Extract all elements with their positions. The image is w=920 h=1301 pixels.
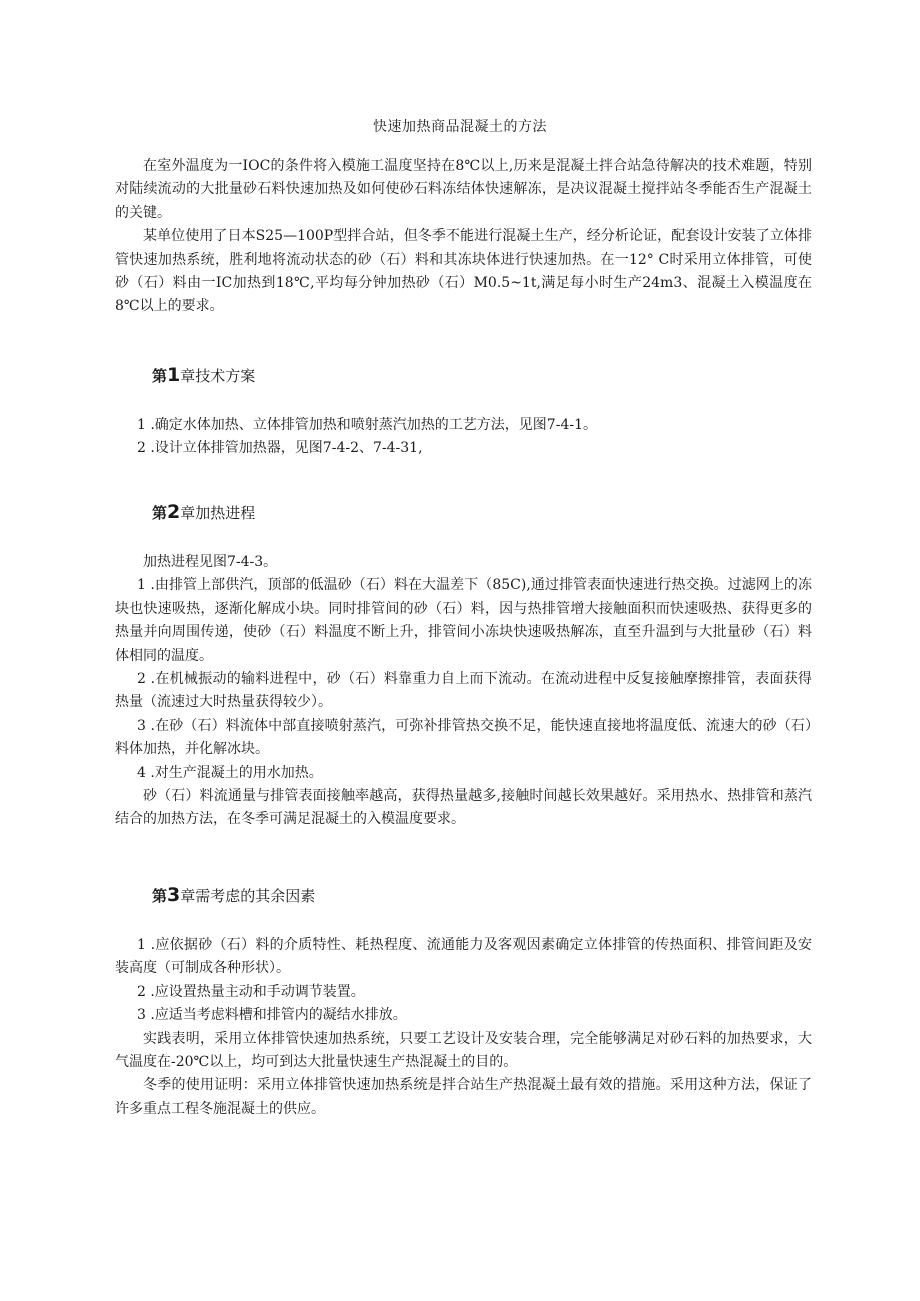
chapter-2-title: 章加热进程 — [180, 504, 256, 522]
chapter-3-paragraph-2: 冬季的使用证明：采用立体排管快速加热系统是拌合站生产热混凝土最有效的措施。采用这种方法，保证了许多重点工程冬施混凝土的供应。 — [115, 1077, 812, 1117]
chapter-1-number: 1 — [167, 364, 181, 386]
chapter-2-number: 2 — [167, 501, 181, 523]
chapter-2-prefix: 第 — [152, 504, 168, 522]
chapter-3-number: 3 — [167, 884, 181, 906]
chapter-2-item-3: 3 .在砂（石）料流体中部直接喷射蒸汽，可弥补排管热交换不足，能快速直接地将温度低、流速大的砂（石）料体加热，并化解冰块。 — [115, 717, 812, 758]
chapter-2-paragraph-2: 砂（石）料流通量与排管表面接触率越高，获得热量越多,接触时间越长效果越好。采用热水、热排管和蒸汽结合的加热方法，在冬季可满足混凝土的入模温度要求。 — [115, 788, 812, 828]
chapter-2-heading — [152, 501, 255, 524]
chapter-3-heading — [152, 884, 315, 907]
intro-paragraph-2: 某单位使用了日本S25—100P型拌合站，但冬季不能进行混凝土生产，经分析论证，配套设计安装了立体排管快速加热系统，胜利地将流动状态的砂（石）料和其冻块体进行快速加热。在一12° C时采用立体排管，可使砂（石）料由一IC加热到18℃,平均每分钟加热砂（石）M0.5~1t,满足每小时生产24m3、混凝土入模温度在8℃以上的要求。 — [115, 228, 812, 315]
chapter-2-body — [115, 551, 812, 832]
intro-section — [115, 155, 812, 319]
document-title: 快速加热商品混凝土的方法 — [373, 119, 547, 135]
chapter-3-body — [115, 934, 812, 1121]
chapter-2-paragraph-1: 加热进程见图7-4-3。 — [143, 554, 278, 570]
chapter-3-paragraph-1: 实践表明，采用立体排管快速加热系统，只要工艺设计及安装合理，完全能够满足对砂石料的加热要求，大气温度在-20℃以上，均可到达大批量快速生产热混凝土的目的。 — [115, 1030, 812, 1071]
chapter-1-item-1: 1 .确定水体加热、立体排管加热和喷射蒸汽加热的工艺方法，见图7-4-1。 — [137, 417, 597, 433]
chapter-3-item-1: 1 .应依据砂（石）料的介质特性、耗热程度、流通能力及客观因素确定立体排管的传热面积、排管间距及安装高度（可制成各种形状）。 — [115, 937, 812, 977]
chapter-1-body — [115, 414, 812, 461]
chapter-2-item-2: 2 .在机械振动的输料进程中，砂（石）料靠重力自上而下流动。在流动进程中反复接触摩擦排管，表面获得热量（流速过大时热量获得较少）。 — [115, 671, 812, 711]
chapter-3-title: 章需考虑的其余因素 — [180, 887, 316, 905]
intro-paragraph-1: 在室外温度为一IOC的条件将入模施工温度坚持在8℃以上,历来是混凝土拌合站急待解决的技术难题，特别对陆续流动的大批量砂石料快速加热及如何使砂石料冻结体快速解冻，是决议混凝土搅拌站冬季能否生产混凝土的关键。 — [115, 158, 812, 221]
chapter-2-item-4: 4 .对生产混凝土的用水加热。 — [137, 764, 323, 781]
chapter-1-title: 章技术方案 — [180, 367, 256, 385]
chapter-3-item-3: 3 .应适当考虑料槽和排管内的凝结水排放。 — [137, 1007, 407, 1024]
chapter-3-item-2: 2 .应设置热量主动和手动调节装置。 — [137, 983, 365, 1000]
chapter-1-item-2: 2 .设计立体排管加热器，见图7-4-2、7-4-31, — [137, 440, 423, 457]
chapter-2-item-1: 1 .由排管上部供汽，顶部的低温砂（石）料在大温差下（85C),通过排管表面快速进行热交换。过滤网上的冻块也快速吸热，逐渐化解成小块。同时排管间的砂（石）料，因与热排管增大接触面积而快速吸热、获得更多的热量并向周围传递，使砂（石）料温度不断上升，排管间小冻块快速吸热解冻，直至升温到与大批量砂（石）料体相同的温度。 — [115, 577, 812, 664]
chapter-1-heading — [152, 364, 255, 387]
chapter-3-prefix: 第 — [152, 887, 168, 905]
chapter-1-prefix: 第 — [152, 367, 168, 385]
